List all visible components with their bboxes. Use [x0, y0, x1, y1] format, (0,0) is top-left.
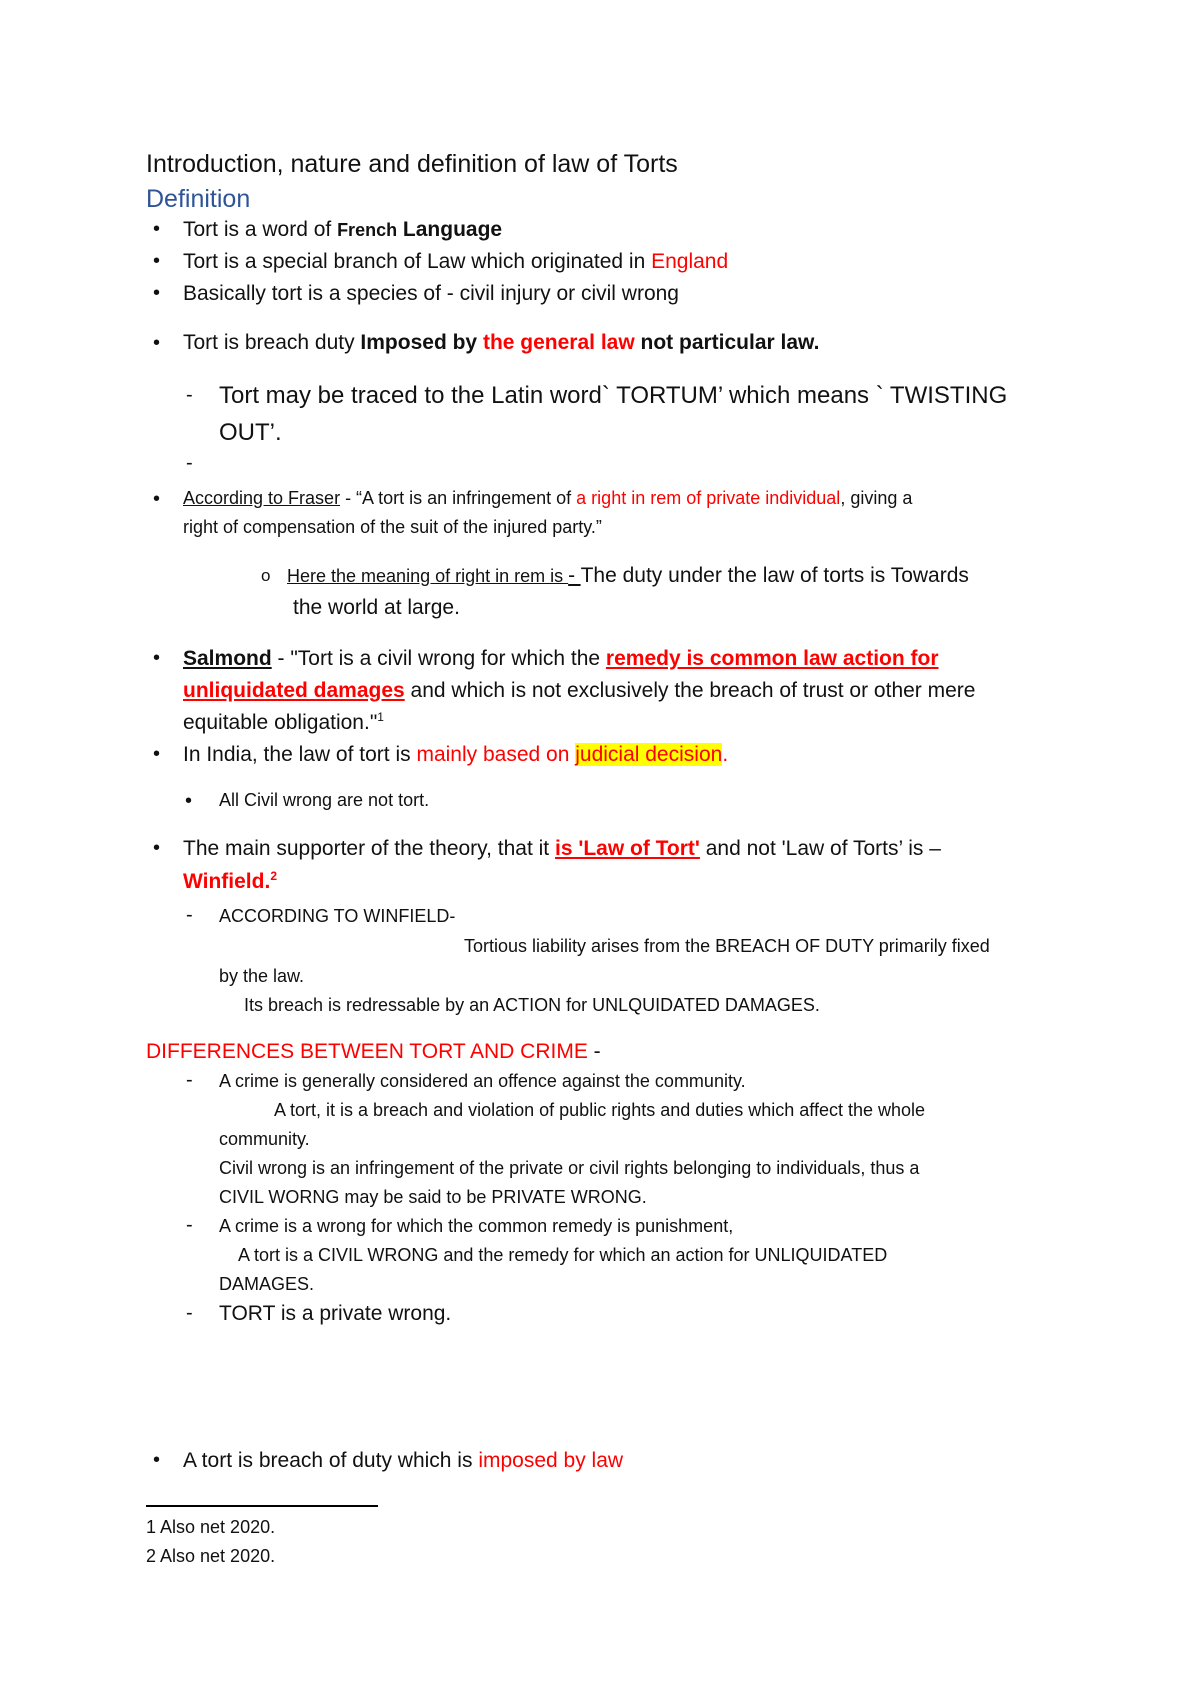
differences-heading: DIFFERENCES BETWEEN TORT AND CRIME - — [146, 1040, 601, 1063]
circle-bullet-icon: o — [261, 566, 271, 585]
winfield-line-2: Winfield.$^2$ — [183, 869, 277, 893]
dash-icon: - — [186, 904, 193, 926]
crime-line-7: A tort is a CIVIL WRONG and the remedy for which an action for UNLIQUIDATED — [238, 1245, 888, 1265]
bullet-icon: • — [153, 218, 161, 240]
salmond-line-1: Salmond - "Tort is a civil wrong for which the remedy is common law action for — [183, 647, 939, 670]
footnote-ref-2: 2 — [270, 869, 277, 883]
crime-line-9: TORT is a private wrong. — [219, 1302, 452, 1325]
winfield-breach-line: Its breach is redressable by an ACTION for UNLQUIDATED DAMAGES. — [244, 995, 820, 1015]
crime-line-3: community. — [219, 1129, 310, 1149]
right-in-rem-line-1: Here the meaning of right in rem is - The duty under the law of torts is Towards — [287, 564, 969, 587]
crime-line-6: A crime is a wrong for which the common remedy is punishment, — [219, 1216, 734, 1236]
salmond-line-3: equitable obligation."$^1$ — [183, 710, 384, 734]
winfield-liability-line: Tortious liability arises from the BREACH OF DUTY primarily fixed — [464, 936, 990, 956]
fraser-line-2: right of compensation of the suit of the injured party.” — [183, 517, 602, 537]
bullet-french: Tort is a word of French Language — [183, 218, 503, 241]
bullet-icon: • — [153, 837, 161, 859]
winfield-law-line: by the law. — [219, 966, 305, 986]
dash-icon: - — [186, 452, 193, 474]
crime-line-1: A crime is generally considered an offence against the community. — [219, 1071, 746, 1091]
bullet-icon: • — [153, 332, 161, 354]
footnote-ref-1: 1 — [377, 710, 384, 724]
crime-line-4: Civil wrong is an infringement of the private or civil rights belonging to individuals, thus a — [219, 1158, 920, 1178]
right-in-rem-line-2: the world at large. — [293, 596, 460, 619]
winfield-line-1: The main supporter of the theory, that it is 'Law of Tort' and not 'Law of Torts’ is – — [183, 837, 941, 860]
bullet-icon: • — [153, 1449, 161, 1471]
footnote-separator — [146, 1505, 378, 1507]
bullet-general-law: Tort is breach duty Imposed by the general law not particular law. — [183, 331, 820, 354]
dash-icon: - — [186, 384, 193, 406]
bullet-icon: • — [153, 488, 161, 510]
bullet-icon: • — [153, 282, 161, 304]
footnote-1: 1 Also net 2020. — [146, 1517, 276, 1537]
fraser-line-1: According to Fraser - “A tort is an infringement of a right in rem of private individual, giving a — [183, 488, 913, 508]
bullet-england: Tort is a special branch of Law which originated in England — [183, 250, 729, 273]
dash-icon: - — [186, 1214, 193, 1236]
crime-line-5: CIVIL WORNG may be said to be PRIVATE WRONG. — [219, 1187, 647, 1207]
bullet-icon: • — [153, 743, 161, 765]
crime-line-2: A tort, it is a breach and violation of public rights and duties which affect the whole — [274, 1100, 926, 1120]
salmond-line-2: unliquidated damages and which is not exclusively the breach of trust or other mere — [183, 679, 976, 702]
dash-icon: - — [186, 1302, 193, 1324]
india-line: In India, the law of tort is mainly based on judicial decision. — [183, 743, 729, 766]
document-title: Introduction, nature and definition of law of Torts — [146, 150, 678, 178]
civil-wrong-line: All Civil wrong are not tort. — [219, 790, 430, 810]
bullet-species: Basically tort is a species of - civil injury or civil wrong — [183, 282, 679, 305]
footnote-2: 2 Also net 2020. — [146, 1546, 276, 1566]
bullet-icon: • — [185, 790, 193, 812]
latin-origin-line-2: OUT’. — [219, 419, 282, 446]
bullet-icon: • — [153, 250, 161, 272]
crime-line-8: DAMAGES. — [219, 1274, 315, 1294]
latin-origin-line-1: Tort may be traced to the Latin word` TORTUM’ which means ` TWISTING — [219, 382, 1008, 409]
according-to-winfield-heading: ACCORDING TO WINFIELD- — [219, 906, 456, 926]
bullet-icon: • — [153, 647, 161, 669]
dash-icon: - — [186, 1069, 193, 1091]
definition-heading: Definition — [146, 185, 251, 213]
imposed-by-law-line: A tort is breach of duty which is imposed by law — [183, 1449, 624, 1472]
